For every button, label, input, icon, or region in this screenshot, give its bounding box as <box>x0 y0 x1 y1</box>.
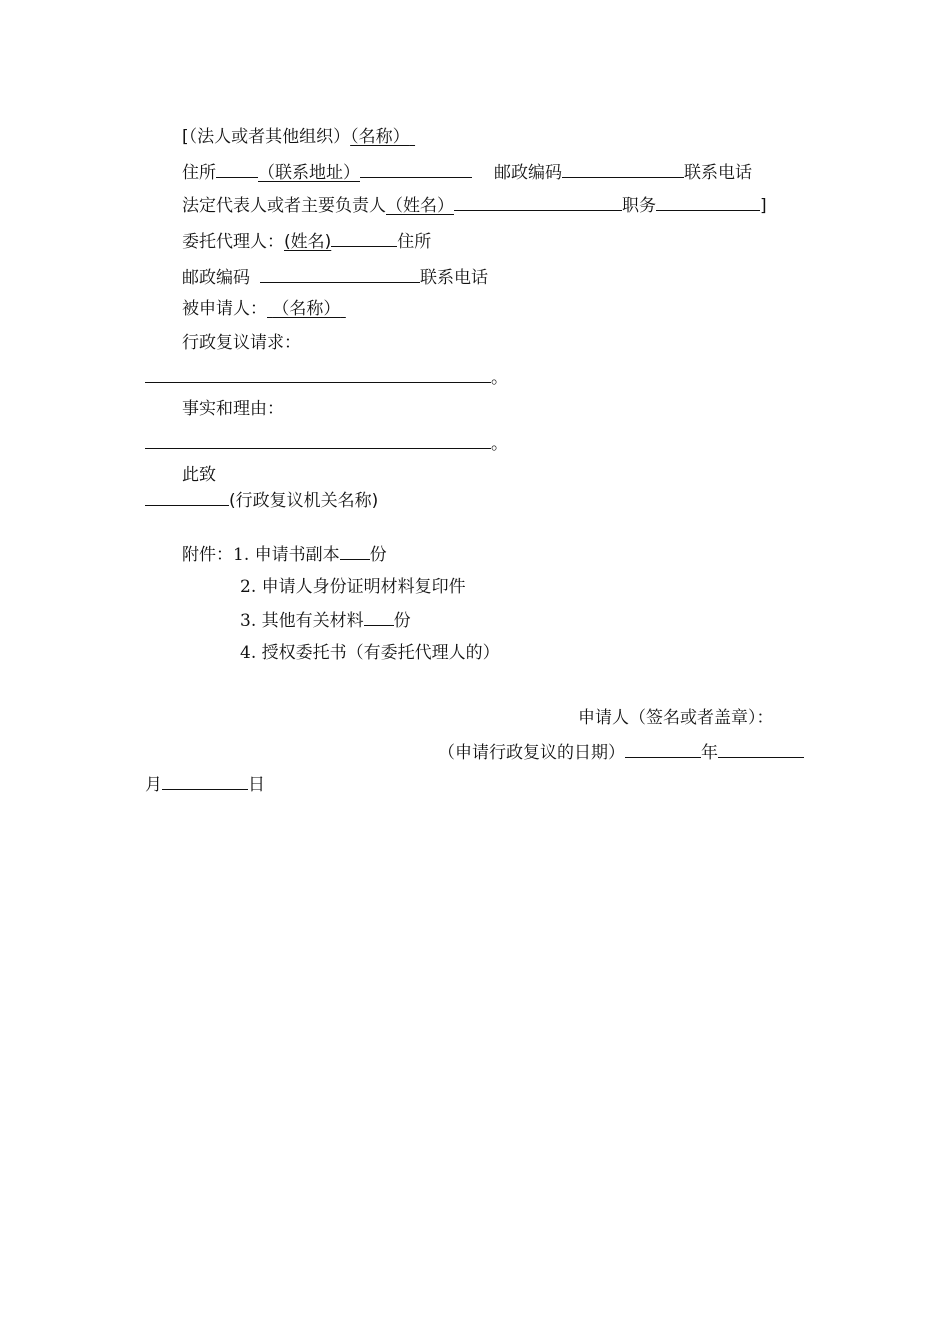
request-label-line <box>182 332 301 354</box>
agent-postcode-blank[interactable] <box>260 266 420 283</box>
month-label: 月 <box>145 775 162 795</box>
attachment-item-1 <box>182 543 387 566</box>
agent-line <box>182 230 431 253</box>
facts-period: 。 <box>491 434 508 454</box>
agent-label: 委托代理人： <box>182 232 284 252</box>
bracket-close: ] <box>760 196 767 216</box>
date-line-cont <box>145 773 265 796</box>
signature-label: 申请人（签名或者盖章）： <box>578 708 774 728</box>
bracket-open: [ <box>182 127 189 147</box>
attachment-1-suffix: 份 <box>369 545 387 565</box>
attachment-3-blank[interactable] <box>364 609 394 626</box>
rep-label: 法定代表人或者主要负责人 <box>182 196 386 216</box>
request-blank[interactable] <box>145 366 491 383</box>
agent-name-field[interactable]: (姓名) <box>284 232 332 252</box>
org-name-field[interactable]: （名称） <box>350 127 410 147</box>
agent-contact-line <box>182 266 488 289</box>
respondent-line <box>182 298 346 320</box>
position-label: 职务 <box>622 196 656 216</box>
attachment-item-3 <box>240 609 411 632</box>
respondent-name-field[interactable]: （名称） <box>272 299 341 319</box>
postcode-blank[interactable] <box>562 161 684 178</box>
day-label: 日 <box>248 775 265 795</box>
day-blank[interactable] <box>162 773 248 790</box>
agent-phone-label: 联系电话 <box>420 268 488 288</box>
closing-to: 此致 <box>182 465 216 485</box>
month-blank[interactable] <box>718 741 804 758</box>
facts-label-line <box>182 398 284 420</box>
request-label: 行政复议请求： <box>182 333 301 353</box>
respondent-label: 被申请人： <box>182 299 267 319</box>
request-content-line <box>145 366 508 389</box>
attachment-3-prefix: 3. 其他有关材料 <box>240 611 364 631</box>
address-blank-tail[interactable] <box>360 161 472 178</box>
org-contact-line <box>182 161 752 184</box>
agent-name-blank[interactable] <box>331 230 397 247</box>
request-period: 。 <box>491 368 508 388</box>
year-blank[interactable] <box>625 741 701 758</box>
date-line <box>438 741 804 764</box>
address-blank-lead[interactable] <box>216 161 258 178</box>
authority-line <box>145 489 378 512</box>
org-name-line <box>182 126 415 148</box>
attachment-3-suffix: 份 <box>393 611 411 631</box>
year-label: 年 <box>701 743 718 763</box>
postcode-label: 邮政编码 <box>494 163 562 183</box>
org-label: （法人或者其他组织） <box>188 127 351 147</box>
attachments-label: 附件： <box>182 545 233 565</box>
legal-rep-line <box>182 194 767 217</box>
closing-to-line <box>182 464 216 486</box>
attachment-1-blank[interactable] <box>340 543 370 560</box>
rep-name-blank[interactable] <box>454 194 622 211</box>
authority-field: (行政复议机关名称) <box>229 491 379 511</box>
date-label: （申请行政复议的日期） <box>438 743 625 763</box>
agent-postcode-label: 邮政编码 <box>182 268 250 288</box>
attachment-item-2 <box>240 576 466 598</box>
attachment-2-text: 2. 申请人身份证明材料复印件 <box>240 577 466 597</box>
agent-address-label: 住所 <box>397 232 432 252</box>
position-blank[interactable] <box>656 194 760 211</box>
signature-line <box>578 707 774 729</box>
facts-content-line <box>145 432 508 455</box>
facts-label: 事实和理由： <box>182 399 284 419</box>
authority-blank[interactable] <box>145 489 229 506</box>
address-label: 住所 <box>182 163 216 183</box>
attachment-1-prefix: 1. 申请书副本 <box>233 545 340 565</box>
address-field[interactable]: （联系地址） <box>258 163 360 183</box>
facts-blank[interactable] <box>145 432 491 449</box>
attachment-item-4 <box>240 642 500 664</box>
phone-label: 联系电话 <box>684 163 752 183</box>
rep-name-field[interactable]: （姓名） <box>386 196 454 216</box>
attachment-4-text: 4. 授权委托书（有委托代理人的） <box>240 643 500 663</box>
